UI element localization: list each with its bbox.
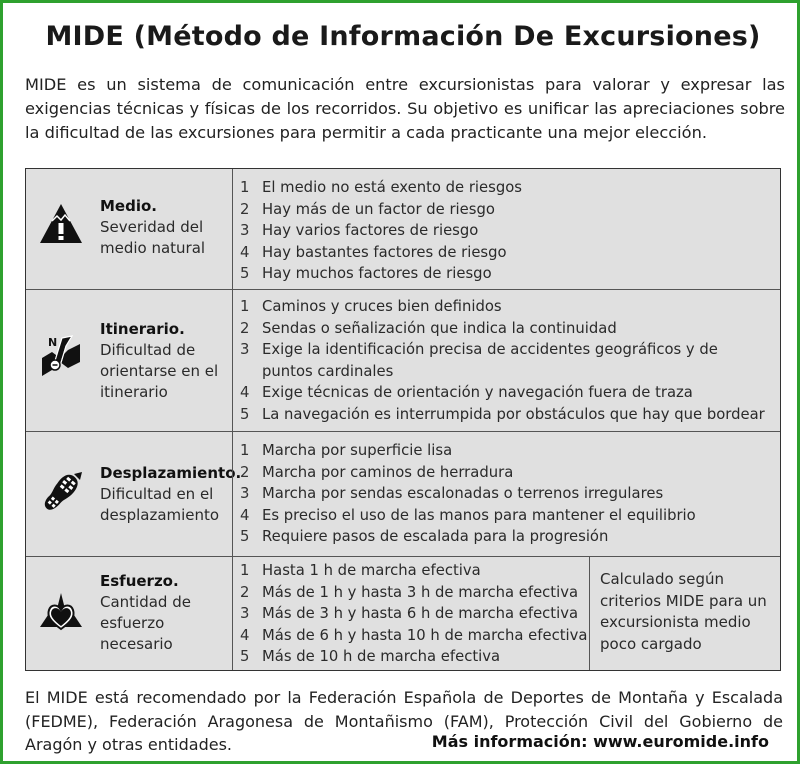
- divider: [232, 290, 233, 431]
- svg-text:N: N: [48, 336, 58, 349]
- category-name: Itinerario.: [100, 320, 185, 338]
- row-medio: [26, 169, 780, 289]
- list-item: 2 Más de 1 h y hasta 3 h de marcha efectiva: [240, 583, 579, 601]
- category-desplazamiento: [100, 463, 242, 526]
- intro-paragraph: MIDE es un sistema de comunicación entre excursionistas para valorar y expresar las exigencias técnicas y físicas de los recorridos. Su objetivo es unificar las apreciaciones sobre la dificultad de las excursiones para permitir a cada practicante una mejor elección.: [25, 75, 785, 142]
- category-name: Desplazamiento.: [100, 464, 242, 482]
- list-item: 4 Hay bastantes factores de riesgo: [240, 243, 507, 261]
- category-itinerario: [100, 319, 228, 403]
- category-name: Medio.: [100, 197, 157, 215]
- esfuerzo-note-cell: [589, 557, 780, 670]
- list-item: 1 El medio no está exento de riesgos: [240, 179, 523, 196]
- list-item: 5 Requiere pasos de escalada para la progresión: [240, 528, 609, 545]
- compass-map-icon: [38, 332, 84, 378]
- more-info-link[interactable]: Más información: www.euromide.info: [431, 732, 769, 751]
- list-item: 2 Hay más de un factor de riesgo: [240, 200, 495, 218]
- category-name: Esfuerzo.: [100, 572, 179, 590]
- boot-sole-icon: [38, 470, 84, 516]
- list-item: 5 Hay muchos factores de riesgo: [240, 265, 492, 282]
- list-item: 2 Sendas o señalización que indica la continuidad: [240, 319, 617, 337]
- divider: [232, 432, 233, 556]
- list-item: 3 Marcha por sendas escalonadas o terrenos irregulares: [240, 485, 664, 502]
- list-item: 3 Exige la identificación precisa de accidentes geográficos y de puntos cardinales: [240, 341, 718, 380]
- list-item: 4 Exige técnicas de orientación y navegación fuera de traza: [240, 384, 693, 401]
- list-item: 2 Marcha por caminos de herradura: [240, 463, 514, 481]
- list-item: 4 Más de 6 h y hasta 10 h de marcha efectiva: [240, 626, 588, 644]
- footer-paragraph: El MIDE está recomendado por la Federación Española de Deportes de Montaña y Escalada (FEDME), Federación Aragonesa de Montañismo (FAM), Protección Civil del Gobierno de Aragón y otras entidades.: [25, 688, 783, 754]
- list-item: 5 La navegación es interrumpida por obstáculos que hay que bordear: [240, 405, 765, 423]
- row-desplazamiento: [26, 431, 780, 556]
- category-desc: Dificultad de orientarse en el itinerario: [100, 341, 219, 401]
- level-list: [240, 560, 590, 668]
- list-item: 1 Hasta 1 h de marcha efectiva: [240, 562, 481, 579]
- list-item: 5 Más de 10 h de marcha efectiva: [240, 648, 501, 665]
- esfuerzo-note: Calculado según criterios MIDE para un excursionista medio poco cargado: [600, 570, 767, 653]
- level-list: [240, 440, 770, 548]
- divider: [232, 169, 233, 289]
- warning-mountain-icon: [38, 201, 84, 247]
- list-item: 3 Hay varios factores de riesgo: [240, 222, 479, 239]
- category-desc: Cantidad de esfuerzo necesario: [100, 593, 191, 653]
- divider: [232, 557, 233, 670]
- heart-mountain-icon: [38, 589, 84, 635]
- category-desc: Dificultad en el desplazamiento: [100, 485, 220, 524]
- row-esfuerzo: [26, 556, 780, 670]
- row-itinerario: [26, 289, 780, 431]
- category-medio: [100, 196, 228, 259]
- list-item: 1 Marcha por superficie lisa: [240, 442, 453, 459]
- page-title: MIDE (Método de Información De Excursiones): [45, 21, 761, 52]
- category-esfuerzo: [100, 571, 228, 655]
- mide-table: [25, 168, 781, 671]
- level-list: [240, 177, 770, 285]
- list-item: 1 Caminos y cruces bien definidos: [240, 298, 502, 315]
- list-item: 3 Más de 3 h y hasta 6 h de marcha efectiva: [240, 605, 579, 622]
- category-desc: Severidad del medio natural: [100, 218, 206, 257]
- level-list: [240, 296, 770, 425]
- list-item: 4 Es preciso el uso de las manos para mantener el equilibrio: [240, 506, 696, 524]
